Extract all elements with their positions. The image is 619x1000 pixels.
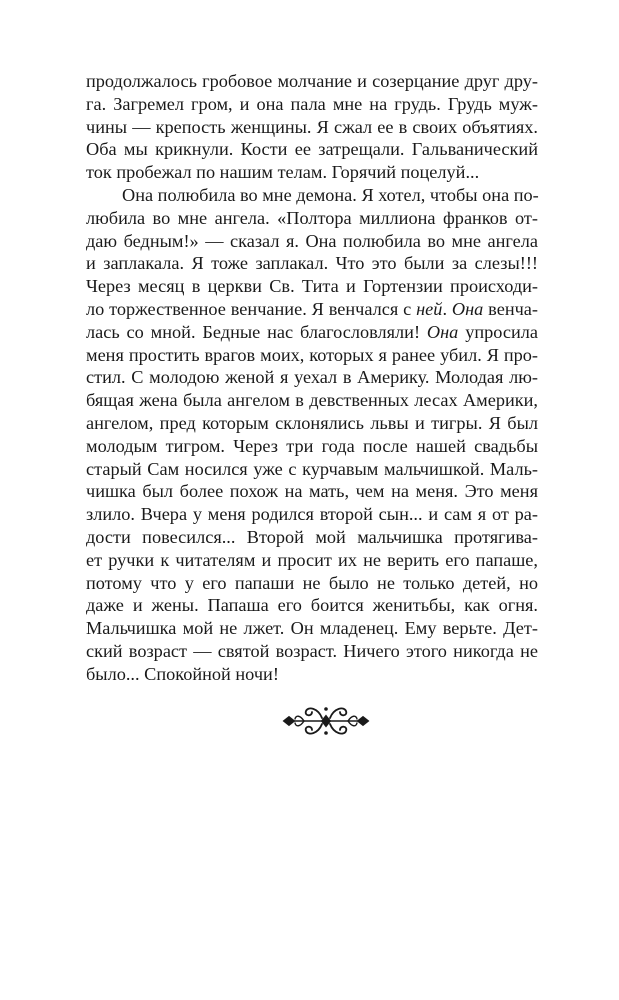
text-segment: лась со мной. Бедные нас благословляли! [86,321,427,342]
text-segment: дости повесился... Второй мой мальчишка протягива- [86,526,538,547]
text-line [86,640,538,663]
text-line [86,184,538,207]
text-line [86,116,538,139]
text-segment: Мальчишка мой не лжет. Он младенец. Ему верьте. Дет- [86,618,538,639]
text-segment: га. Загремел гром, и она пала мне на грудь. Грудь муж- [86,93,538,114]
text-segment: венча- [483,298,539,319]
text-segment: и заплакала. Я тоже заплакал. Что это были за слезы!!! [86,253,538,274]
italic-text: ней [416,298,443,319]
text-segment: ло торжественное венчание. Я венчался с [86,298,417,319]
text-segment: меня простить врагов моих, которых я ранее убил. Я про- [86,344,538,365]
text-line [86,207,538,230]
italic-text: Она [426,321,459,342]
text-segment: упросила [458,321,538,342]
text-segment: продолжалось гробовое молчание и созерцание друг дру- [86,71,538,91]
text-line [86,252,538,275]
text-line [86,480,538,503]
text-line [86,435,538,458]
text-segment: Через месяц в церкви Св. Тита и Гортензии происходи- [86,276,538,297]
text-segment: ский возраст — святой возраст. Ничего этого никогда не [86,640,538,661]
text-segment: стил. С молодою женой я уехал в Америку. Молодая лю- [86,367,538,388]
text-segment: любила во мне ангела. «Полтора миллиона франков от- [86,207,538,228]
text-segment: Оба мы крикнули. Кости ее затрещали. Гальванический [86,139,538,160]
text-line [86,526,538,549]
text-segment: ет ручки к читателям и просит их не верить его папаше, [86,549,538,570]
text-line [86,161,538,184]
text-line [86,412,538,435]
text-segment: . [442,298,452,319]
text-segment: ток пробежал по нашим телам. Горячий поцелуй... [86,162,480,183]
text-segment: бящая жена была ангелом в девственных лесах Америки, [86,390,538,411]
text-line [86,617,538,640]
text-segment: было... Спокойной ночи! [86,663,279,684]
text-segment: ангелом, пред которым склонялись львы и тигры. Я был [86,412,538,433]
text-line [86,298,538,321]
text-segment: даже и жены. Папаша его боится женитьбы, как огня. [86,595,538,616]
text-segment: Она полюбила во мне демона. Я хотел, чтобы она по- [122,184,539,205]
text-segment: злило. Вчера у меня родился второй сын... и сам я от ра- [86,504,538,525]
text-segment: чишка был более похож на мать, чем на меня. Это меня [86,481,538,502]
text-line [86,572,538,595]
text-line [86,344,538,367]
page-text [86,70,538,686]
text-line [86,594,538,617]
text-line [86,366,538,389]
text-line [86,549,538,572]
italic-text: Она [451,298,484,319]
text-line [86,663,538,686]
text-segment: старый Сам носился уже с курчавым мальчишкой. Маль- [86,458,538,479]
text-line [86,389,538,412]
text-line [86,503,538,526]
text-line [86,458,538,481]
text-line [86,230,538,253]
text-segment: потому что у его папаши не было не только детей, но [86,572,538,593]
text-segment: даю бедным!» — сказал я. Она полюбила во мне ангела [86,230,538,251]
text-line [86,275,538,298]
text-line [86,93,538,116]
text-line [86,138,538,161]
text-segment: молодым тигром. Через три года после нашей свадьбы [86,435,538,456]
text-segment: чины — крепость женщины. Я сжал ее в своих объятиях. [86,116,538,137]
fleuron-ornament-icon [282,700,370,742]
text-line [86,70,538,93]
text-line [86,321,538,344]
